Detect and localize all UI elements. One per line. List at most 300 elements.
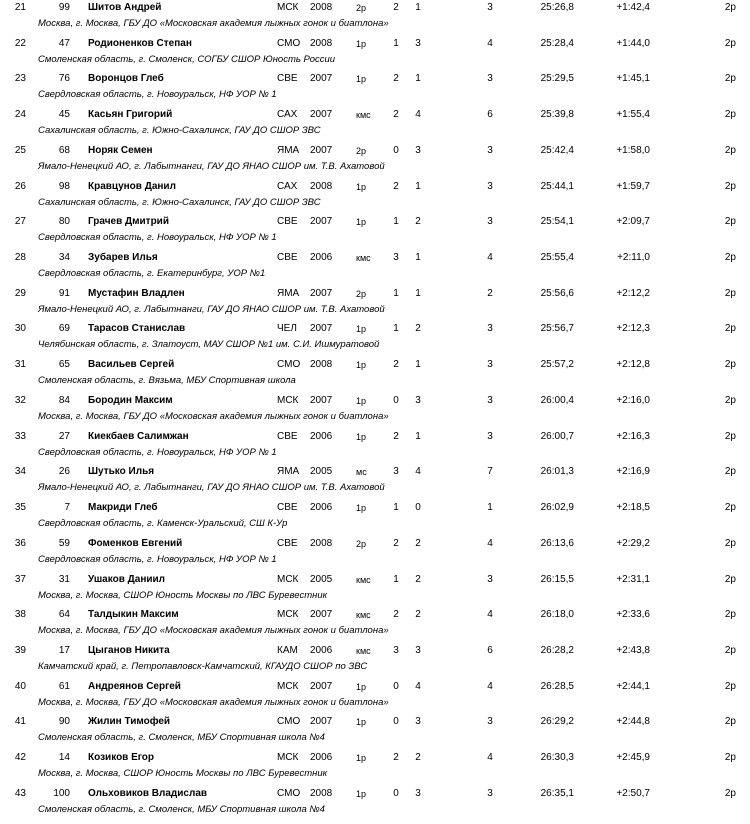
finish-time-cell: 26:02,9: [540, 502, 574, 514]
qualification-cell: 2р: [724, 180, 736, 192]
result-main-line: [0, 36, 750, 52]
birth-year-cell: 2007: [310, 394, 333, 406]
athlete-name-cell: Киекбаев Салимжан: [88, 430, 189, 442]
time-gap-cell: +2:18,5: [616, 502, 650, 514]
place-cell: 36: [14, 537, 26, 549]
club-affiliation: Москва, г. Москва, ГБУ ДО «Московская академия лыжных гонок и биатлона»: [38, 696, 389, 708]
penalty-b-cell: 4: [415, 109, 421, 121]
penalty-a-cell: 0: [393, 787, 399, 799]
bib-number-cell: 90: [58, 716, 70, 728]
sport-rank-cell: кмс: [356, 645, 371, 656]
time-gap-cell: +2:12,2: [616, 287, 650, 299]
penalty-b-cell: 2: [415, 323, 421, 335]
time-gap-cell: +2:43,8: [616, 644, 650, 656]
athlete-name-cell: Андреянов Сергей: [88, 680, 181, 692]
qualification-cell: 2р: [724, 609, 736, 621]
penalty-b-cell: 1: [415, 359, 421, 371]
penalty-total-cell: 6: [487, 109, 493, 121]
penalty-total-cell: 3: [487, 2, 493, 13]
result-main-line: [0, 0, 750, 16]
club-affiliation: Ямало-Ненецкий АО, г. Лабытнанги, ГАУ ДО ЯНАО СШОР им. Т.В. Ахатовой: [38, 303, 385, 315]
result-row: [0, 786, 750, 822]
time-gap-cell: +1:59,7: [616, 180, 650, 192]
birth-year-cell: 2007: [310, 287, 333, 299]
athlete-name-cell: Талдыкин Максим: [88, 609, 179, 621]
club-affiliation: Москва, г. Москва, СШОР Юность Москвы по ЛВС Буревестник: [38, 589, 328, 601]
result-main-line: [0, 643, 750, 659]
bib-number-cell: 26: [58, 466, 70, 478]
penalty-b-cell: 1: [415, 2, 421, 13]
penalty-a-cell: 2: [393, 752, 399, 764]
penalty-total-cell: 4: [487, 609, 493, 621]
penalty-total-cell: 3: [487, 430, 493, 442]
penalty-b-cell: 2: [415, 537, 421, 549]
athlete-name-cell: Шитов Андрей: [88, 2, 162, 13]
qualification-cell: 2р: [724, 37, 736, 49]
sport-rank-cell: кмс: [356, 574, 371, 585]
club-affiliation: Челябинская область, г. Златоуст, МАУ СШОР №1 им. С.И. Ишмуратовой: [38, 339, 380, 351]
result-main-line: [0, 179, 750, 195]
bib-number-cell: 61: [58, 680, 70, 692]
region-code-cell: СВЕ: [277, 430, 298, 442]
result-row: [0, 36, 750, 72]
time-gap-cell: +2:33,6: [616, 609, 650, 621]
place-cell: 26: [14, 180, 26, 192]
time-gap-cell: +2:16,3: [616, 430, 650, 442]
finish-time-cell: 26:18,0: [540, 609, 574, 621]
result-main-line: [0, 500, 750, 516]
club-affiliation: Свердловская область, г. Новоуральск, НФ УОР № 1: [38, 553, 277, 565]
qualification-cell: 2р: [724, 430, 736, 442]
penalty-a-cell: 1: [393, 287, 399, 299]
penalty-b-cell: 3: [415, 787, 421, 799]
bib-number-cell: 68: [58, 144, 70, 156]
finish-time-cell: 26:35,1: [540, 787, 574, 799]
penalty-total-cell: 3: [487, 394, 493, 406]
result-main-line: [0, 250, 750, 266]
penalty-total-cell: 3: [487, 73, 493, 85]
club-affiliation: Свердловская область, г. Новоуральск, НФ УОР № 1: [38, 446, 277, 458]
place-cell: 39: [14, 644, 26, 656]
result-main-line: [0, 214, 750, 230]
penalty-a-cell: 1: [393, 502, 399, 514]
club-affiliation: Ямало-Ненецкий АО, г. Лабытнанги, ГАУ ДО ЯНАО СШОР им. Т.В. Ахатовой: [38, 482, 385, 494]
penalty-a-cell: 3: [393, 466, 399, 478]
bib-number-cell: 65: [58, 359, 70, 371]
finish-time-cell: 26:01,3: [540, 466, 574, 478]
qualification-cell: 2р: [724, 73, 736, 85]
penalty-total-cell: 3: [487, 180, 493, 192]
result-main-line: [0, 714, 750, 730]
birth-year-cell: 2007: [310, 716, 333, 728]
penalty-a-cell: 0: [393, 144, 399, 156]
place-cell: 30: [14, 323, 26, 335]
result-main-line: [0, 71, 750, 87]
time-gap-cell: +2:11,0: [617, 252, 650, 264]
qualification-cell: 2р: [724, 466, 736, 478]
finish-time-cell: 25:26,8: [540, 2, 574, 13]
birth-year-cell: 2008: [310, 180, 333, 192]
bib-number-cell: 31: [58, 573, 70, 585]
result-row: [0, 143, 750, 179]
bib-number-cell: 99: [58, 2, 70, 13]
sport-rank-cell: 2р: [356, 3, 367, 13]
place-cell: 29: [14, 287, 26, 299]
penalty-a-cell: 2: [393, 109, 399, 121]
penalty-total-cell: 6: [487, 644, 493, 656]
sport-rank-cell: кмс: [356, 610, 371, 621]
time-gap-cell: +1:44,0: [616, 37, 650, 49]
penalty-b-cell: 4: [415, 680, 421, 692]
club-affiliation: Москва, г. Москва, СШОР Юность Москвы по ЛВС Буревестник: [38, 768, 328, 780]
time-gap-cell: +2:16,9: [616, 466, 650, 478]
bib-number-cell: 69: [58, 323, 70, 335]
result-row: [0, 750, 750, 786]
sport-rank-cell: 1р: [356, 181, 367, 192]
birth-year-cell: 2007: [310, 144, 333, 156]
club-affiliation: Смоленская область, г. Вязьма, МБУ Спортивная школа: [38, 375, 296, 387]
birth-year-cell: 2007: [310, 216, 333, 228]
region-code-cell: СМО: [277, 716, 301, 728]
place-cell: 22: [14, 37, 26, 49]
birth-year-cell: 2008: [310, 537, 333, 549]
athlete-name-cell: Тарасов Станислав: [88, 323, 186, 335]
club-affiliation: Свердловская область, г. Каменск-Уральский, СШ К-Ур: [38, 518, 288, 530]
time-gap-cell: +2:29,2: [616, 537, 650, 549]
place-cell: 41: [14, 716, 26, 728]
bib-number-cell: 59: [58, 537, 70, 549]
birth-year-cell: 2006: [310, 252, 333, 264]
bib-number-cell: 45: [58, 109, 70, 121]
birth-year-cell: 2007: [310, 323, 333, 335]
region-code-cell: МСК: [277, 573, 299, 585]
club-affiliation: Смоленская область, г. Смоленск, СОГБУ СШОР Юность России: [38, 53, 336, 65]
result-row: [0, 0, 750, 36]
region-code-cell: СВЕ: [277, 537, 298, 549]
qualification-cell: 2р: [724, 644, 736, 656]
bib-number-cell: 64: [58, 609, 70, 621]
birth-year-cell: 2005: [310, 573, 333, 585]
place-cell: 21: [14, 2, 26, 13]
finish-time-cell: 25:55,4: [540, 252, 574, 264]
birth-year-cell: 2005: [310, 466, 333, 478]
sport-rank-cell: 2р: [356, 538, 367, 549]
bib-number-cell: 34: [58, 252, 70, 264]
penalty-total-cell: 3: [487, 573, 493, 585]
sport-rank-cell: 1р: [356, 681, 367, 692]
penalty-a-cell: 1: [393, 323, 399, 335]
penalty-total-cell: 4: [487, 252, 493, 264]
place-cell: 32: [14, 394, 26, 406]
birth-year-cell: 2007: [310, 73, 333, 85]
place-cell: 42: [14, 752, 26, 764]
athlete-name-cell: Цыганов Никита: [88, 644, 170, 656]
result-row: [0, 179, 750, 215]
finish-time-cell: 26:15,5: [540, 573, 574, 585]
penalty-a-cell: 1: [393, 573, 399, 585]
region-code-cell: СВЕ: [277, 502, 298, 514]
sport-rank-cell: 2р: [356, 145, 367, 156]
athlete-name-cell: Зубарев Илья: [88, 252, 158, 264]
sport-rank-cell: 1р: [356, 717, 367, 728]
penalty-b-cell: 0: [415, 502, 421, 514]
club-affiliation: Сахалинская область, г. Южно-Сахалинск, ГАУ ДО СШОР ЗВС: [38, 125, 321, 137]
athlete-name-cell: Кравцунов Данил: [88, 180, 176, 192]
place-cell: 28: [14, 252, 26, 264]
penalty-b-cell: 3: [415, 37, 421, 49]
region-code-cell: МСК: [277, 680, 299, 692]
bib-number-cell: 80: [58, 216, 70, 228]
penalty-a-cell: 3: [393, 252, 399, 264]
penalty-total-cell: 4: [487, 537, 493, 549]
place-cell: 38: [14, 609, 26, 621]
place-cell: 40: [14, 680, 26, 692]
birth-year-cell: 2006: [310, 502, 333, 514]
sport-rank-cell: 1р: [356, 395, 367, 406]
sport-rank-cell: 1р: [356, 503, 367, 514]
penalty-a-cell: 2: [393, 537, 399, 549]
athlete-name-cell: Норяк Семен: [88, 144, 153, 156]
time-gap-cell: +2:09,7: [616, 216, 650, 228]
result-row: [0, 214, 750, 250]
penalty-b-cell: 3: [415, 716, 421, 728]
finish-time-cell: 25:44,1: [540, 180, 574, 192]
result-main-line: [0, 286, 750, 302]
region-code-cell: СМО: [277, 359, 301, 371]
penalty-total-cell: 7: [487, 466, 493, 478]
bib-number-cell: 76: [58, 73, 70, 85]
club-affiliation: Москва, г. Москва, ГБУ ДО «Московская академия лыжных гонок и биатлона»: [38, 410, 389, 422]
sport-rank-cell: мс: [356, 467, 367, 478]
time-gap-cell: +2:16,0: [616, 394, 650, 406]
penalty-b-cell: 4: [415, 466, 421, 478]
region-code-cell: САХ: [277, 180, 298, 192]
result-main-line: [0, 393, 750, 409]
qualification-cell: 2р: [724, 323, 736, 335]
athlete-name-cell: Воронцов Глеб: [88, 73, 164, 85]
region-code-cell: ЯМА: [277, 144, 300, 156]
result-row: [0, 607, 750, 643]
birth-year-cell: 2006: [310, 430, 333, 442]
penalty-b-cell: 1: [415, 180, 421, 192]
sport-rank-cell: 1р: [356, 431, 367, 442]
penalty-b-cell: 2: [415, 609, 421, 621]
region-code-cell: СВЕ: [277, 216, 298, 228]
result-main-line: [0, 464, 750, 480]
result-main-line: [0, 357, 750, 373]
birth-year-cell: 2007: [310, 680, 333, 692]
penalty-total-cell: 4: [487, 752, 493, 764]
region-code-cell: МСК: [277, 609, 299, 621]
result-main-line: [0, 679, 750, 695]
club-affiliation: Сахалинская область, г. Южно-Сахалинск, ГАУ ДО СШОР ЗВС: [38, 196, 321, 208]
result-main-line: [0, 572, 750, 588]
qualification-cell: 2р: [724, 752, 736, 764]
time-gap-cell: +2:45,9: [616, 752, 650, 764]
result-row: [0, 286, 750, 322]
penalty-b-cell: 3: [415, 144, 421, 156]
finish-time-cell: 26:13,6: [540, 537, 574, 549]
time-gap-cell: +2:44,8: [616, 716, 650, 728]
region-code-cell: КАМ: [277, 644, 298, 656]
birth-year-cell: 2008: [310, 37, 333, 49]
athlete-name-cell: Грачев Дмитрий: [88, 216, 169, 228]
qualification-cell: 2р: [724, 537, 736, 549]
finish-time-cell: 25:39,8: [540, 109, 574, 121]
penalty-a-cell: 2: [393, 430, 399, 442]
qualification-cell: 2р: [724, 252, 736, 264]
sport-rank-cell: 1р: [356, 38, 367, 49]
finish-time-cell: 26:29,2: [540, 716, 574, 728]
region-code-cell: ЧЕЛ: [277, 323, 297, 335]
qualification-cell: 2р: [724, 144, 736, 156]
result-row: [0, 572, 750, 608]
qualification-cell: 2р: [724, 216, 736, 228]
bib-number-cell: 27: [58, 430, 70, 442]
penalty-a-cell: 1: [393, 216, 399, 228]
penalty-total-cell: 3: [487, 216, 493, 228]
qualification-cell: 2р: [724, 573, 736, 585]
sport-rank-cell: 1р: [356, 753, 367, 764]
place-cell: 27: [14, 216, 26, 228]
result-main-line: [0, 536, 750, 552]
penalty-a-cell: 0: [393, 716, 399, 728]
sport-rank-cell: 1р: [356, 74, 367, 85]
penalty-total-cell: 3: [487, 359, 493, 371]
club-affiliation: Камчатский край, г. Петропавловск-Камчатский, КГАУДО СШОР по ЗВС: [38, 660, 368, 672]
penalty-a-cell: 1: [393, 37, 399, 49]
qualification-cell: 2р: [724, 109, 736, 121]
finish-time-cell: 26:28,2: [540, 644, 574, 656]
penalty-b-cell: 1: [415, 287, 421, 299]
penalty-total-cell: 3: [487, 144, 493, 156]
result-row: [0, 429, 750, 465]
region-code-cell: ЯМА: [277, 466, 300, 478]
birth-year-cell: 2008: [310, 359, 333, 371]
bib-number-cell: 84: [58, 394, 70, 406]
result-main-line: [0, 321, 750, 337]
penalty-b-cell: 1: [415, 252, 421, 264]
qualification-cell: 2р: [724, 502, 736, 514]
birth-year-cell: 2006: [310, 644, 333, 656]
athlete-name-cell: Шутько Илья: [88, 466, 155, 478]
place-cell: 43: [14, 787, 26, 799]
qualification-cell: 2р: [724, 716, 736, 728]
birth-year-cell: 2008: [310, 787, 333, 799]
finish-time-cell: 25:28,4: [540, 37, 574, 49]
place-cell: 23: [14, 73, 26, 85]
result-row: [0, 679, 750, 715]
finish-time-cell: 25:57,2: [540, 359, 574, 371]
bib-number-cell: 100: [53, 787, 70, 799]
place-cell: 34: [14, 466, 26, 478]
time-gap-cell: +1:55,4: [616, 109, 650, 121]
penalty-total-cell: 1: [487, 502, 493, 514]
penalty-total-cell: 4: [487, 37, 493, 49]
qualification-cell: 2р: [724, 359, 736, 371]
club-affiliation: Ямало-Ненецкий АО, г. Лабытнанги, ГАУ ДО ЯНАО СШОР им. Т.В. Ахатовой: [38, 160, 385, 172]
place-cell: 35: [14, 502, 26, 514]
sport-rank-cell: кмс: [356, 253, 371, 264]
penalty-total-cell: 4: [487, 680, 493, 692]
finish-time-cell: 26:28,5: [540, 680, 574, 692]
penalty-b-cell: 3: [415, 644, 421, 656]
finish-time-cell: 26:00,4: [540, 394, 574, 406]
region-code-cell: СМО: [277, 37, 301, 49]
penalty-a-cell: 2: [393, 180, 399, 192]
penalty-a-cell: 0: [393, 394, 399, 406]
club-affiliation: Свердловская область, г. Новоуральск, НФ УОР № 1: [38, 232, 277, 244]
result-row: [0, 357, 750, 393]
athlete-name-cell: Родионенков Степан: [88, 37, 192, 49]
result-row: [0, 393, 750, 429]
birth-year-cell: 2008: [310, 2, 333, 13]
penalty-b-cell: 2: [415, 216, 421, 228]
penalty-a-cell: 2: [393, 359, 399, 371]
result-row: [0, 464, 750, 500]
time-gap-cell: +1:58,0: [616, 144, 650, 156]
athlete-name-cell: Козиков Егор: [88, 752, 155, 764]
region-code-cell: САХ: [277, 109, 298, 121]
bib-number-cell: 91: [58, 287, 70, 299]
bib-number-cell: 14: [58, 752, 70, 764]
penalty-b-cell: 3: [415, 394, 421, 406]
result-row: [0, 536, 750, 572]
qualification-cell: 2р: [724, 394, 736, 406]
bib-number-cell: 47: [58, 37, 70, 49]
athlete-name-cell: Мустафин Владлен: [88, 287, 185, 299]
time-gap-cell: +2:44,1: [616, 680, 650, 692]
birth-year-cell: 2007: [310, 109, 333, 121]
club-affiliation: Смоленская область, г. Смоленск, МБУ Спортивная школа №4: [38, 732, 325, 744]
result-row: [0, 321, 750, 357]
time-gap-cell: +1:42,4: [616, 2, 650, 13]
finish-time-cell: 25:42,4: [540, 144, 574, 156]
place-cell: 33: [14, 430, 26, 442]
time-gap-cell: +2:12,3: [616, 323, 650, 335]
time-gap-cell: +2:31,1: [616, 573, 650, 585]
penalty-b-cell: 2: [415, 573, 421, 585]
penalty-b-cell: 2: [415, 752, 421, 764]
result-main-line: [0, 607, 750, 623]
finish-time-cell: 25:54,1: [540, 216, 574, 228]
athlete-name-cell: Васильев Сергей: [88, 359, 175, 371]
finish-time-cell: 25:29,5: [540, 73, 574, 85]
athlete-name-cell: Ушаков Даниил: [88, 573, 166, 585]
bib-number-cell: 98: [58, 180, 70, 192]
region-code-cell: СВЕ: [277, 73, 298, 85]
finish-time-cell: 26:00,7: [540, 430, 574, 442]
club-affiliation: Смоленская область, г. Смоленск, МБУ Спортивная школа №4: [38, 803, 325, 815]
result-main-line: [0, 143, 750, 159]
place-cell: 37: [14, 573, 26, 585]
penalty-a-cell: 2: [393, 73, 399, 85]
sport-rank-cell: 1р: [356, 360, 367, 371]
time-gap-cell: +1:45,1: [616, 73, 650, 85]
penalty-b-cell: 1: [415, 73, 421, 85]
birth-year-cell: 2007: [310, 609, 333, 621]
result-main-line: [0, 750, 750, 766]
penalty-total-cell: 3: [487, 787, 493, 799]
athlete-name-cell: Касьян Григорий: [88, 109, 173, 121]
penalty-a-cell: 2: [393, 609, 399, 621]
penalty-b-cell: 1: [415, 430, 421, 442]
result-row: [0, 714, 750, 750]
club-affiliation: Свердловская область, г. Екатеринбург, УОР №1: [38, 268, 266, 280]
result-main-line: [0, 786, 750, 802]
club-affiliation: Москва, г. Москва, ГБУ ДО «Московская академия лыжных гонок и биатлона»: [38, 18, 389, 29]
finish-time-cell: 25:56,6: [540, 287, 574, 299]
